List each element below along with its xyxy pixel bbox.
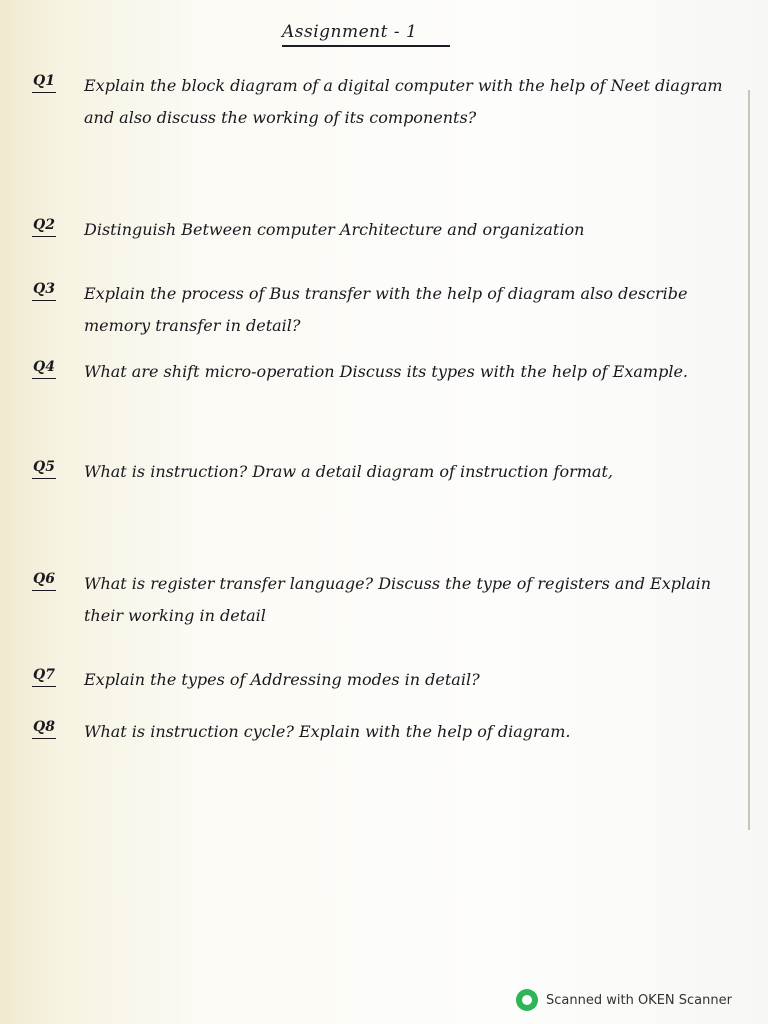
question-6 — [32, 568, 732, 632]
scanner-watermark — [516, 988, 732, 1012]
question-text: Explain the block diagram of a digital computer with the help of Neet diagram and also discuss the working of its components? — [84, 76, 723, 127]
question-number: Q5 — [32, 456, 56, 479]
assignment-title: Assignment - 1 — [282, 22, 418, 42]
question-number: Q4 — [32, 356, 56, 379]
question-text: Explain the types of Addressing modes in detail? — [84, 670, 480, 689]
title-underline — [282, 45, 450, 47]
question-text: Distinguish Between computer Architecture and organization — [84, 220, 585, 239]
page-margin-line — [748, 90, 750, 830]
question-7 — [32, 664, 732, 696]
question-number: Q7 — [32, 664, 56, 687]
question-3 — [32, 278, 732, 342]
question-text: Explain the process of Bus transfer with the help of diagram also describe memory transfer in detail? — [84, 284, 688, 335]
question-text: What is instruction cycle? Explain with the help of diagram. — [84, 722, 571, 741]
question-8 — [32, 716, 732, 748]
question-number: Q2 — [32, 214, 56, 237]
question-text: What are shift micro-operation Discuss its types with the help of Example. — [84, 362, 689, 381]
question-text: What is instruction? Draw a detail diagram of instruction format, — [84, 462, 613, 481]
question-4 — [32, 356, 732, 388]
scanner-watermark-text: Scanned with OKEN Scanner — [546, 992, 732, 1008]
question-number: Q1 — [32, 70, 56, 93]
question-5 — [32, 456, 732, 488]
oken-scanner-logo-icon — [516, 989, 538, 1011]
question-2 — [32, 214, 732, 246]
question-1 — [32, 70, 732, 134]
question-number: Q8 — [32, 716, 56, 739]
question-number: Q6 — [32, 568, 56, 591]
question-number: Q3 — [32, 278, 56, 301]
question-text: What is register transfer language? Discuss the type of registers and Explain their working in detail — [84, 574, 712, 625]
